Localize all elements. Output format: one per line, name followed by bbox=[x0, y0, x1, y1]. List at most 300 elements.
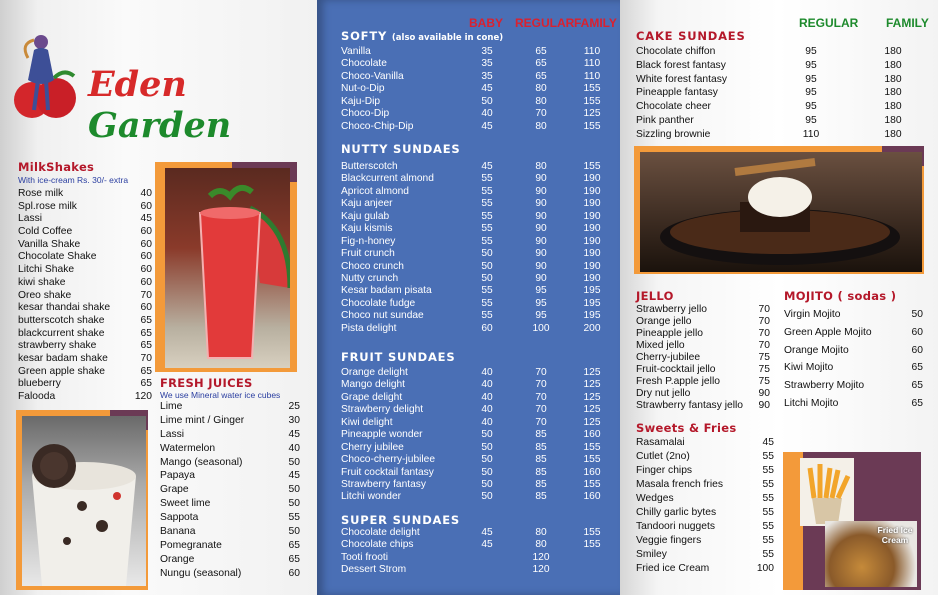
menu-item-name: Grape bbox=[160, 484, 189, 496]
menu-item-price: 65 bbox=[911, 362, 923, 374]
cake-sundaes-title: CAKE SUNDAES bbox=[636, 29, 746, 43]
menu-item-price: 65 bbox=[140, 340, 152, 352]
milkshakes-list bbox=[18, 188, 152, 404]
sundae-item-name: Apricot almond bbox=[341, 185, 409, 197]
left-panel bbox=[0, 0, 317, 595]
sundae-item bbox=[341, 58, 611, 70]
price-baby: 45 bbox=[481, 120, 493, 132]
price-regular: 85 bbox=[535, 491, 547, 503]
menu-item-name: Rasamalai bbox=[636, 437, 685, 448]
menu-item-name: Tandoori nuggets bbox=[636, 521, 716, 532]
menu-item-name: Strawberry fantasy jello bbox=[636, 400, 744, 411]
menu-item bbox=[636, 388, 770, 400]
menu-item bbox=[18, 378, 152, 391]
sundae-item-name: Choco nut sundae bbox=[341, 310, 424, 322]
menu-item-name: Sweet lime bbox=[160, 498, 211, 510]
sundae-item-name: Strawberry fantasy bbox=[341, 478, 426, 490]
price-family: 190 bbox=[583, 198, 601, 210]
price-baby: 55 bbox=[481, 185, 493, 197]
sundae-item bbox=[341, 285, 611, 297]
menu-item bbox=[160, 539, 300, 553]
price-baby: 35 bbox=[481, 46, 493, 57]
sundae-item bbox=[341, 392, 611, 404]
price-regular: 85 bbox=[535, 466, 547, 478]
price-baby: 55 bbox=[481, 198, 493, 210]
fried-ice-cream-label: Fried Ice Cream bbox=[877, 525, 913, 545]
menu-item-price: 65 bbox=[140, 327, 152, 339]
price-family: 160 bbox=[583, 491, 601, 503]
price-regular: 95 bbox=[535, 310, 547, 322]
menu-item-price: 45 bbox=[288, 428, 300, 440]
price-baby: 50 bbox=[481, 429, 493, 441]
price-family: 125 bbox=[583, 391, 601, 403]
price-family: 190 bbox=[583, 248, 601, 260]
price-regular: 90 bbox=[535, 198, 547, 210]
menu-item-price: 60 bbox=[140, 264, 152, 276]
price-family: 155 bbox=[583, 441, 601, 453]
menu-item-name: Lime mint / Ginger bbox=[160, 414, 245, 426]
menu-item-price: 75 bbox=[758, 376, 770, 387]
price-baby: 50 bbox=[481, 272, 493, 284]
price-baby: 55 bbox=[481, 285, 493, 297]
price-family: 160 bbox=[583, 466, 601, 478]
menu-item bbox=[636, 520, 774, 534]
price-family: 180 bbox=[884, 114, 902, 126]
sundae-item bbox=[341, 323, 611, 335]
menu-item-price: 55 bbox=[762, 507, 774, 518]
sundae-item-name: Strawberry delight bbox=[341, 404, 424, 416]
price-family: 125 bbox=[583, 416, 601, 428]
sundae-item-name: Choco-Chip-Dip bbox=[341, 120, 414, 132]
menu-item bbox=[18, 391, 152, 404]
menu-item-name: Lassi bbox=[18, 213, 43, 225]
price-baby: 40 bbox=[481, 108, 493, 120]
menu-item bbox=[636, 316, 770, 328]
price-regular: 95 bbox=[805, 73, 817, 85]
price-baby: 50 bbox=[481, 441, 493, 453]
menu-item-name: Watermelon bbox=[160, 442, 216, 454]
sundae-item bbox=[341, 83, 611, 95]
menu-item-name: kesar badam shake bbox=[18, 352, 108, 364]
sundae-item-name: Choco-Vanilla bbox=[341, 70, 404, 82]
menu-item bbox=[784, 377, 923, 395]
sundae-item bbox=[341, 417, 611, 429]
price-regular: 95 bbox=[805, 46, 817, 57]
menu-item-name: Fried ice Cream bbox=[636, 563, 710, 574]
price-baby: 40 bbox=[481, 404, 493, 416]
menu-item-name: Masala french fries bbox=[636, 479, 723, 490]
sundae-item bbox=[341, 261, 611, 273]
oreo-shake-icon bbox=[22, 416, 146, 586]
price-family: 190 bbox=[583, 235, 601, 247]
menu-item bbox=[160, 525, 300, 539]
menu-item bbox=[784, 324, 923, 342]
menu-item bbox=[18, 353, 152, 366]
sundae-item-name: Tooti frooti bbox=[341, 551, 388, 563]
price-regular: 90 bbox=[535, 185, 547, 197]
sundae-item bbox=[341, 236, 611, 248]
sundae-item-name: Choco-Dip bbox=[341, 108, 390, 120]
menu-item bbox=[636, 328, 770, 340]
price-family: 180 bbox=[884, 46, 902, 57]
fruit-title: FRUIT SUNDAES bbox=[341, 350, 456, 364]
menu-item-name: butterscotch shake bbox=[18, 314, 105, 326]
sundae-item-name: Litchi wonder bbox=[341, 491, 402, 503]
price-baby: 40 bbox=[481, 379, 493, 391]
menu-item bbox=[784, 359, 923, 377]
price-regular: 80 bbox=[535, 539, 547, 551]
price-regular: 90 bbox=[535, 235, 547, 247]
price-regular: 65 bbox=[535, 58, 547, 70]
menu-item-name: blueberry bbox=[18, 378, 61, 390]
sundae-item-name: Choco crunch bbox=[341, 260, 404, 272]
menu-item-name: Strawberry Mojito bbox=[784, 380, 865, 392]
price-regular: 90 bbox=[535, 248, 547, 260]
price-family: 195 bbox=[583, 310, 601, 322]
sundae-item-name: Vanilla bbox=[341, 46, 371, 57]
menu-item bbox=[18, 251, 152, 264]
price-family: 195 bbox=[583, 285, 601, 297]
price-family: 180 bbox=[884, 73, 902, 85]
price-regular: 70 bbox=[535, 367, 547, 378]
price-baby: 55 bbox=[481, 223, 493, 235]
menu-item-price: 65 bbox=[911, 380, 923, 392]
price-baby: 55 bbox=[481, 310, 493, 322]
sundae-item bbox=[341, 298, 611, 310]
fried-ice-cream-photo bbox=[825, 521, 917, 587]
sundae-item bbox=[341, 96, 611, 108]
price-regular: 95 bbox=[535, 297, 547, 309]
price-family: 125 bbox=[583, 108, 601, 120]
menu-item-price: 55 bbox=[762, 549, 774, 560]
menu-item-name: strawberry shake bbox=[18, 340, 97, 352]
mojito-title: MOJITO ( sodas ) bbox=[784, 289, 897, 303]
price-family: 125 bbox=[583, 404, 601, 416]
super-list bbox=[341, 527, 611, 577]
price-baby: 40 bbox=[481, 391, 493, 403]
price-regular: 90 bbox=[535, 173, 547, 185]
price-baby: 55 bbox=[481, 210, 493, 222]
header-family: FAMILY bbox=[574, 16, 617, 30]
menu-item bbox=[18, 264, 152, 277]
menu-item-name: Dry nut jello bbox=[636, 388, 691, 399]
cake-item bbox=[636, 59, 926, 73]
menu-item bbox=[636, 492, 774, 506]
price-family: 155 bbox=[583, 478, 601, 490]
price-family: 125 bbox=[583, 379, 601, 391]
brand-name bbox=[88, 64, 317, 146]
price-baby: 40 bbox=[481, 367, 493, 378]
brand-word-eden: Eden bbox=[88, 64, 187, 105]
menu-item bbox=[18, 188, 152, 201]
fruit-list bbox=[341, 367, 611, 504]
menu-item-name: Litchi Mojito bbox=[784, 397, 839, 409]
menu-item-name: Papaya bbox=[160, 470, 195, 482]
sundae-item-name: Butterscotch bbox=[341, 161, 398, 172]
sundae-item bbox=[341, 121, 611, 133]
menu-item-name: Strawberry jello bbox=[636, 304, 707, 315]
price-family: 190 bbox=[583, 260, 601, 272]
menu-item bbox=[636, 464, 774, 478]
menu-item bbox=[636, 478, 774, 492]
sundae-item bbox=[341, 527, 611, 539]
menu-item bbox=[18, 340, 152, 353]
price-regular: 90 bbox=[535, 272, 547, 284]
sundae-item bbox=[341, 108, 611, 120]
sundae-item-name: Kiwi delight bbox=[341, 416, 393, 428]
menu-item-price: 60 bbox=[140, 226, 152, 238]
sundae-item bbox=[341, 161, 611, 173]
right-panel bbox=[620, 0, 938, 595]
price-family: 155 bbox=[583, 83, 601, 95]
softy-title bbox=[341, 29, 503, 43]
menu-item-name: Finger chips bbox=[636, 465, 693, 476]
sundae-item-name: Dessert Strom bbox=[341, 564, 407, 576]
nutty-title: NUTTY SUNDAES bbox=[341, 142, 461, 156]
cake-item-name: Pineapple fantasy bbox=[636, 87, 718, 99]
menu-item-price: 25 bbox=[288, 401, 300, 412]
price-regular: 80 bbox=[535, 95, 547, 107]
menu-item-price: 65 bbox=[140, 314, 152, 326]
sundae-item bbox=[341, 379, 611, 391]
menu-item bbox=[18, 290, 152, 303]
menu-item bbox=[784, 342, 923, 360]
cake-sundaes-list bbox=[636, 45, 926, 142]
menu-item bbox=[18, 328, 152, 341]
sundae-item bbox=[341, 367, 611, 379]
menu-item-name: Smiley bbox=[636, 549, 667, 560]
menu-item-price: 60 bbox=[140, 302, 152, 314]
menu-item bbox=[784, 395, 923, 413]
french-fries-icon bbox=[800, 458, 854, 526]
menu-item-name: Mango (seasonal) bbox=[160, 456, 243, 468]
menu-item-price: 90 bbox=[758, 388, 770, 399]
price-baby: 50 bbox=[481, 260, 493, 272]
menu-item bbox=[18, 302, 152, 315]
sundae-item-name: Pineapple wonder bbox=[341, 429, 423, 441]
menu-item-price: 40 bbox=[140, 188, 152, 199]
sundae-item-name: Chocolate delight bbox=[341, 527, 420, 538]
price-regular: 85 bbox=[535, 454, 547, 466]
menu-item-name: kesar thandai shake bbox=[18, 302, 111, 314]
menu-item-price: 70 bbox=[758, 316, 770, 327]
price-family: 155 bbox=[583, 539, 601, 551]
sundae-item-name: Nut-o-Dip bbox=[341, 83, 385, 95]
price-regular: 95 bbox=[805, 59, 817, 71]
menu-item-price: 50 bbox=[288, 456, 300, 468]
sundae-item-name: Nutty crunch bbox=[341, 272, 399, 284]
cake-item-name: Chocolate cheer bbox=[636, 101, 711, 113]
menu-item bbox=[636, 534, 774, 548]
price-regular: 80 bbox=[535, 527, 547, 538]
menu-item-price: 70 bbox=[758, 340, 770, 351]
milkshakes-note: With ice-cream Rs. 30/- extra bbox=[18, 175, 129, 185]
menu-item-price: 60 bbox=[140, 276, 152, 288]
watermelon-juice-photo bbox=[165, 168, 290, 368]
menu-item-name: Banana bbox=[160, 526, 196, 538]
sundae-item-name: Chocolate bbox=[341, 58, 387, 70]
sundae-item-name: Mango delight bbox=[341, 379, 406, 391]
price-regular: 70 bbox=[535, 391, 547, 403]
cake-item bbox=[636, 73, 926, 87]
price-baby: 40 bbox=[481, 416, 493, 428]
price-family: 180 bbox=[884, 128, 902, 140]
price-baby: 35 bbox=[481, 70, 493, 82]
menu-item bbox=[636, 376, 770, 388]
sundae-item-name: Blackcurrent almond bbox=[341, 173, 434, 185]
sundae-item-name: Fig-n-honey bbox=[341, 235, 396, 247]
sundae-item-name: Chocolate fudge bbox=[341, 297, 416, 309]
menu-item bbox=[636, 548, 774, 562]
price-regular: 80 bbox=[535, 120, 547, 132]
menu-item bbox=[636, 400, 770, 412]
sundae-item bbox=[341, 71, 611, 83]
price-regular: 95 bbox=[805, 87, 817, 99]
sundae-item bbox=[341, 198, 611, 210]
sundae-item bbox=[341, 173, 611, 185]
menu-item-name: Orange jello bbox=[636, 316, 692, 327]
price-family: 180 bbox=[884, 59, 902, 71]
menu-item bbox=[18, 315, 152, 328]
price-baby: 55 bbox=[481, 297, 493, 309]
softy-subtitle: (also available in cone) bbox=[391, 33, 504, 43]
menu-item-price: 75 bbox=[758, 352, 770, 363]
menu-item bbox=[636, 304, 770, 316]
juice-glass-icon bbox=[165, 168, 290, 368]
price-baby: 50 bbox=[481, 491, 493, 503]
menu-item-name: Chilly garlic bytes bbox=[636, 507, 717, 518]
menu-item-price: 70 bbox=[758, 304, 770, 315]
menu-item-name: Fruit-cocktail jello bbox=[636, 364, 716, 375]
menu-item-name: Virgin Mojito bbox=[784, 309, 841, 320]
menu-item-name: Fresh P.apple jello bbox=[636, 376, 720, 387]
price-regular: 110 bbox=[802, 128, 820, 140]
sundae-item bbox=[341, 564, 611, 576]
super-title: SUPER SUNDAES bbox=[341, 513, 460, 527]
price-baby: 50 bbox=[481, 95, 493, 107]
menu-item-price: 90 bbox=[758, 400, 770, 411]
menu-item-price: 100 bbox=[756, 563, 774, 574]
sundae-item bbox=[341, 429, 611, 441]
menu-item bbox=[18, 239, 152, 252]
price-family: 190 bbox=[583, 173, 601, 185]
price-regular: 80 bbox=[535, 83, 547, 95]
sundae-item-name: Cherry jubilee bbox=[341, 441, 404, 453]
menu-item bbox=[160, 414, 300, 428]
sundae-item bbox=[341, 491, 611, 503]
menu-item-price: 65 bbox=[140, 365, 152, 377]
menu-item-price: 55 bbox=[288, 512, 300, 524]
menu-item-name: Orange bbox=[160, 553, 195, 565]
sundae-item bbox=[341, 248, 611, 260]
menu-item-price: 75 bbox=[758, 364, 770, 375]
price-family: 180 bbox=[884, 87, 902, 99]
price-regular: 85 bbox=[535, 441, 547, 453]
menu-item-name: Lassi bbox=[160, 428, 185, 440]
menu-item-name: Sappota bbox=[160, 512, 199, 524]
menu-item-price: 60 bbox=[140, 251, 152, 263]
menu-item-name: Veggie fingers bbox=[636, 535, 702, 546]
menu-item-name: Oreo shake bbox=[18, 289, 72, 301]
softy-title-text: SOFTY bbox=[341, 29, 388, 43]
price-regular: 70 bbox=[535, 108, 547, 120]
price-family: 155 bbox=[583, 161, 601, 172]
price-family: 160 bbox=[583, 429, 601, 441]
menu-item bbox=[636, 436, 774, 450]
cake-item bbox=[636, 114, 926, 128]
menu-item bbox=[636, 364, 770, 376]
menu-item bbox=[160, 483, 300, 497]
cake-item-name: White forest fantasy bbox=[636, 73, 727, 85]
price-regular: 85 bbox=[535, 478, 547, 490]
menu-item bbox=[636, 450, 774, 464]
sundae-item bbox=[341, 467, 611, 479]
cake-item-name: Chocolate chiffon bbox=[636, 46, 716, 57]
price-baby: 55 bbox=[481, 173, 493, 185]
nutty-list bbox=[341, 161, 611, 335]
menu-item-name: Lime bbox=[160, 401, 183, 412]
cake-item-name: Sizzling brownie bbox=[636, 128, 711, 140]
menu-item-price: 60 bbox=[140, 238, 152, 250]
price-baby: 45 bbox=[481, 83, 493, 95]
brand-word-garden: Garden bbox=[88, 105, 232, 146]
price-regular: 95 bbox=[805, 114, 817, 126]
price-family: 125 bbox=[583, 367, 601, 378]
softy-list bbox=[341, 46, 611, 133]
menu-item bbox=[160, 442, 300, 456]
menu-item-price: 60 bbox=[911, 344, 923, 356]
sundae-item-name: Orange delight bbox=[341, 367, 408, 378]
sundae-item-name: Kaju gulab bbox=[341, 210, 390, 222]
menu-item-price: 70 bbox=[140, 352, 152, 364]
menu-item-price: 50 bbox=[288, 498, 300, 510]
menu-item-name: Litchi Shake bbox=[18, 264, 75, 276]
sundae-item bbox=[341, 552, 611, 564]
menu-item-name: Pomegranate bbox=[160, 539, 222, 551]
sundae-item bbox=[341, 479, 611, 491]
menu-item bbox=[160, 511, 300, 525]
menu-item-price: 50 bbox=[911, 309, 923, 320]
sundae-item-name: Fruit cocktail fantasy bbox=[341, 466, 434, 478]
menu-item-name: Orange Mojito bbox=[784, 344, 849, 356]
menu-item-price: 50 bbox=[288, 526, 300, 538]
menu-item-price: 120 bbox=[134, 391, 152, 402]
price-baby: 35 bbox=[481, 58, 493, 70]
price-regular: 65 bbox=[535, 46, 547, 57]
price-baby: 50 bbox=[481, 248, 493, 260]
sundae-item-name: Grape delight bbox=[341, 391, 403, 403]
menu-item bbox=[160, 567, 300, 581]
menu-item bbox=[160, 428, 300, 442]
menu-item bbox=[160, 497, 300, 511]
price-baby: 45 bbox=[481, 527, 493, 538]
menu-item-price: 65 bbox=[911, 397, 923, 409]
menu-item-name: Nungu (seasonal) bbox=[160, 567, 242, 579]
cake-header-regular: REGULAR bbox=[799, 16, 859, 30]
sundae-item bbox=[341, 186, 611, 198]
sundae-item-name: Kaju-Dip bbox=[341, 95, 381, 107]
header-baby: BABY bbox=[469, 16, 504, 30]
price-baby: 50 bbox=[481, 478, 493, 490]
price-family: 190 bbox=[583, 210, 601, 222]
price-family: 180 bbox=[884, 101, 902, 113]
sundae-item bbox=[341, 454, 611, 466]
header-regular: REGULAR bbox=[515, 16, 575, 30]
menu-item-name: Mixed jello bbox=[636, 340, 685, 351]
menu-item-price: 65 bbox=[140, 378, 152, 390]
price-family: 110 bbox=[583, 58, 601, 70]
sundae-item bbox=[341, 539, 611, 551]
